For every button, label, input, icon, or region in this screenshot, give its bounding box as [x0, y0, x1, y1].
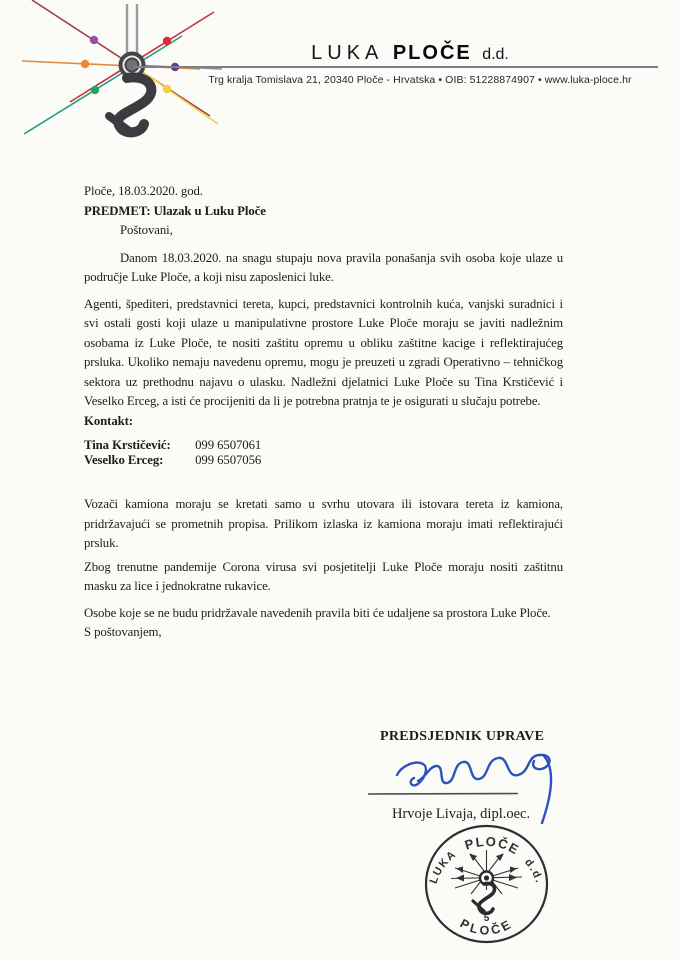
company-name-first: LUKA: [311, 42, 384, 64]
stamp-pulley-dot: [484, 875, 489, 880]
contact-name: Tina Krstičević:: [84, 438, 171, 452]
contact-heading: Kontakt:: [84, 413, 133, 428]
logo-hook-icon: [109, 77, 151, 133]
text-line: Osobe koje se ne budu pridržavale navedenih pravila biti će udaljene sa prostora Luke Ploče.: [84, 605, 551, 620]
text-line: prsluk.: [84, 536, 119, 550]
text-line: Agenti, špediteri, predstavnici tereta, kupci, predstavnici kontrolnih kuća, vanjski suradnici i: [84, 296, 563, 311]
text-line: svi ostali gosti koji ulaze u manipulativne prostore Luke Ploče moraju se javiti nadležnim: [84, 316, 563, 330]
paragraph-truck-drivers: [84, 495, 563, 554]
text-line: pridržavajući se prometnih propisa. Prilikom izlaska iz kamiona moraju imati reflektirajući: [84, 516, 563, 531]
signer-title: PREDSJEDNIK UPRAVE: [380, 729, 545, 744]
stamp-number: 5: [483, 913, 490, 924]
paragraph-intro: [84, 249, 563, 288]
logo-crane-cable: [127, 4, 137, 53]
text-line: osobama iz Luke Ploče, te nositi zaštitu opremu u obliku zaštitne kacige i reflektirajućeg: [84, 335, 563, 350]
company-address-line: Trg kralja Tomislava 21, 20340 Ploče - Hrvatska • OIB: 51228874907 • www.luka-ploce.hr: [208, 74, 632, 86]
salutation: Poštovani,: [120, 223, 173, 237]
paragraph-warning: [84, 604, 563, 624]
signer-name: Hrvoje Livaja, dipl.oec.: [392, 806, 531, 822]
closing-line: S poštovanjem,: [84, 625, 162, 639]
text-line: Danom 18.03.2020. na snagu stupaju nova pravila ponašanja svih osoba koje ulaze u: [120, 250, 563, 265]
stamp-bottom-arc-text: PLOČE: [457, 916, 516, 938]
signature-line: [368, 794, 518, 795]
text-line: prsluka. Ukoliko nemaju navedenu opremu, mogu je preuzeti u zgradi Operativno – tehničkog: [84, 355, 563, 369]
company-name-second: PLOČE: [392, 42, 472, 64]
company-stamp: [421, 822, 552, 948]
header-divider: [133, 66, 658, 68]
text-line: područje Luke Ploče, a koji nisu zaposlenici luke.: [84, 270, 334, 284]
text-line: masku za lice i jednokratne rukavice.: [84, 579, 271, 593]
paragraph-entry-rules: [84, 295, 563, 412]
company-name-suffix: d.d.: [482, 46, 509, 63]
text-line: Veselko Erceg, a isti će procijeniti da li je potrebna pratnja te je osigurati u slučaju potrebe.: [84, 394, 541, 408]
text-line: sektora uz prethodnu najavu o ulasku. Nadležni djelatnici Luke Ploče su Tina Krstičević i: [84, 374, 563, 389]
company-name: [255, 42, 565, 65]
contact-row: [84, 453, 563, 468]
contact-name: Veselko Erceg:: [84, 452, 164, 467]
contact-phone: 099 6507061: [195, 438, 262, 452]
contact-list: [84, 438, 563, 467]
contact-row: [84, 438, 563, 453]
stamp-top-arc-text: LUKA PLOČE d.d.: [427, 833, 546, 886]
text-line: Zbog trenutne pandemije Corona virusa svi posjetitelji Luke Ploče moraju nositi zaštitnu: [84, 559, 563, 574]
letter-body: [84, 182, 563, 643]
paragraph-corona: [84, 558, 563, 597]
text-line: Vozači kamiona moraju se kretati samo u svrhu utovara ili istovara tereta iz kamiona,: [84, 497, 563, 511]
place-date-line: Ploče, 18.03.2020. god.: [84, 184, 203, 198]
subject-line: PREDMET: Ulazak u Luku Ploče: [84, 203, 266, 218]
contact-phone: 099 6507056: [195, 452, 262, 467]
